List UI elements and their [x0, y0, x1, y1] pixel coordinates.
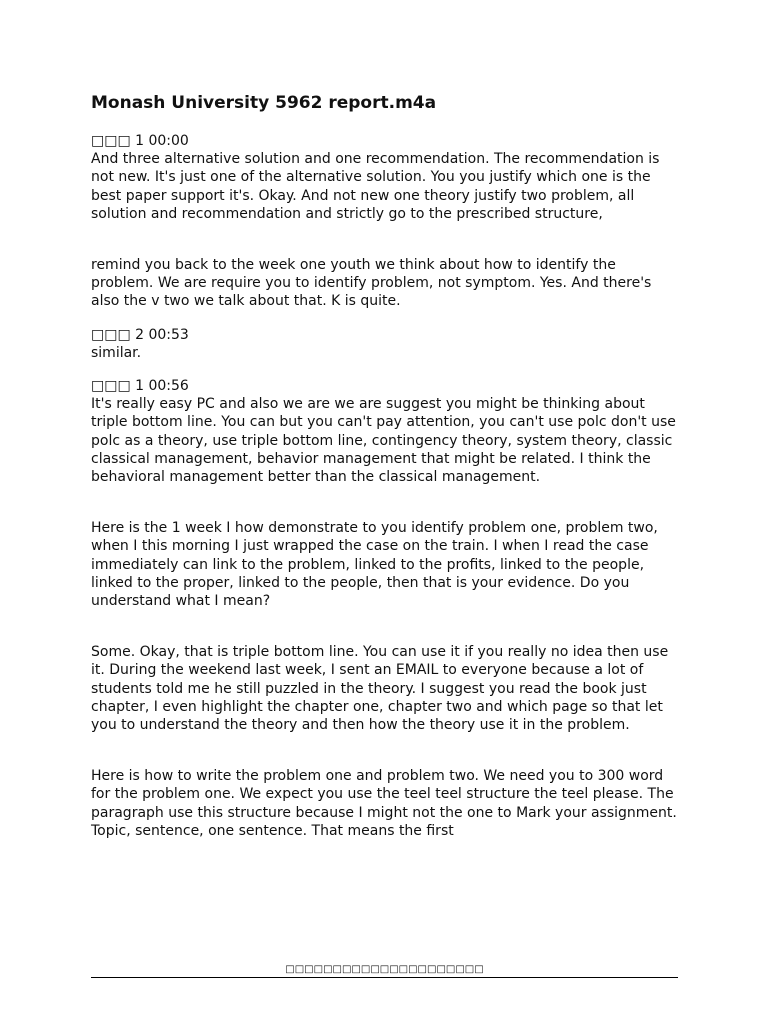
transcript-paragraph: It's really easy PC and also we are we are suggest you might be thinking about triple bottom line. You can but you can't pay attention, you can't use polc don't use polc as a theory, use triple bottom line, contingency theory, system theory, classic classical management, behavior management that might be related. I think the behavioral management better than the classical management. [91, 396, 676, 486]
transcript-paragraph: And three alternative solution and one recommendation. The recommendation is not new. It's just one of the alternative solution. You you justify which one is the best paper support it's. Okay. And not new one theory justify two problem, all solution and recommendation and strictly go to the prescribed structure, [91, 151, 660, 222]
transcript-page [91, 92, 681, 840]
transcript-paragraph: remind you back to the week one youth we think about how to identify the problem. We are require you to identify problem, not symptom. Yes. And there's also the v two we talk about that. K is quite. [91, 257, 652, 310]
paragraph-spacer [91, 362, 681, 377]
paragraph-spacer [91, 734, 681, 767]
speaker-timestamp: □□□ 1 00:56 [91, 378, 189, 395]
transcript-paragraph: Here is the 1 week I how demonstrate to you identify problem one, problem two, when I this morning I just wrapped the case on the train. I when I read the case immediately can link to the problem, linked to the profits, linked to the people, linked to the proper, linked to the people, then that is your evidence. Do you understand what I mean? [91, 520, 658, 610]
transcript-paragraph: Here is how to write the problem one and problem two. We need you to 300 word for the problem one. We expect you use the teel teel structure the teel please. The paragraph use this structure because I might not the one to Mark your assignment. Topic, sentence, one sentence. That means the first [91, 768, 677, 839]
page-footer [91, 963, 678, 978]
transcript-paragraph: similar. [91, 344, 142, 361]
document-title: Monash University 5962 report.m4a [91, 93, 437, 113]
speaker-timestamp: □□□ 2 00:53 [91, 326, 189, 343]
transcript-paragraph: Some. Okay, that is triple bottom line. You can use it if you really no idea then use it. During the weekend last week, I sent an EMAIL to everyone because a lot of students told me he still puzzled in the theory. I suggest you read the book just chapter, I even highlight the chapter one, chapter two and which page so that let you to understand the theory and then how the theory use it in the problem. [91, 644, 669, 734]
paragraph-spacer [91, 223, 681, 256]
paragraph-spacer [91, 311, 681, 326]
speaker-timestamp: □□□ 1 00:00 [91, 133, 189, 149]
paragraph-spacer [91, 486, 681, 519]
paragraph-spacer [91, 610, 681, 643]
footer-text: □□□□□□□□□□□□□□□□□□□□□ [285, 964, 484, 975]
